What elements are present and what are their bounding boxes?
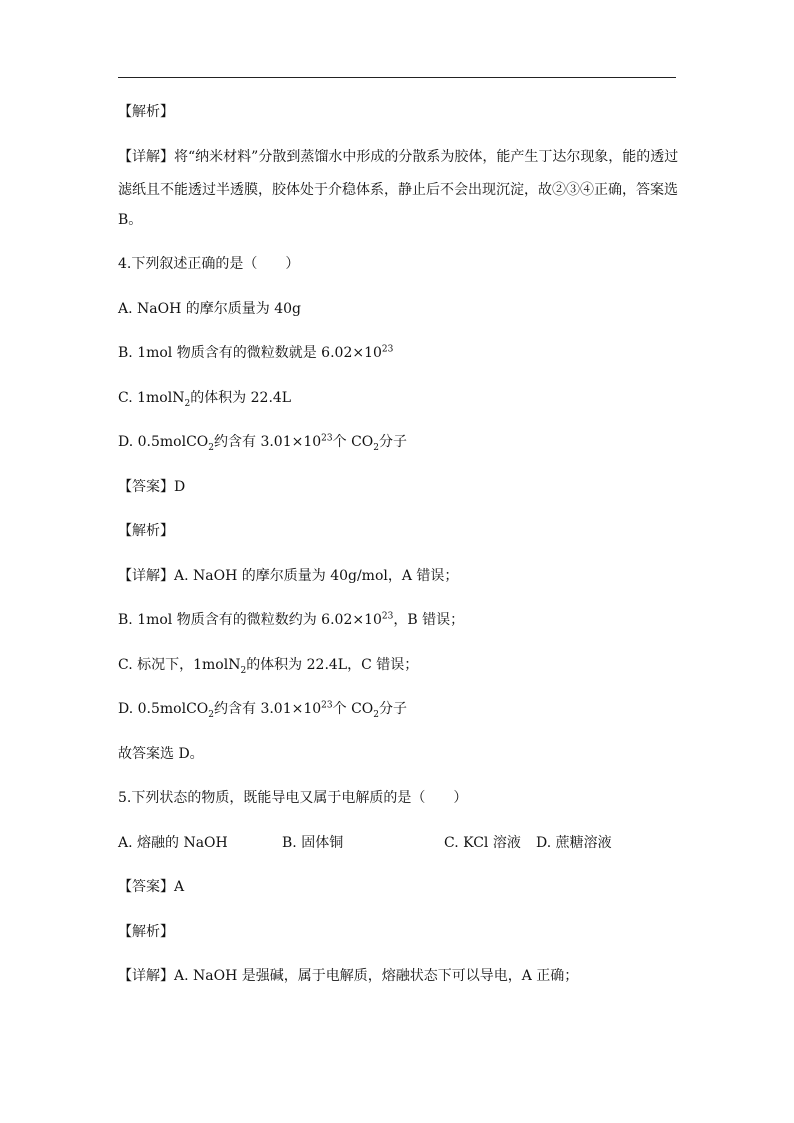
question-4-option-d <box>118 432 407 452</box>
text: 约含有 3.01×10 <box>214 701 322 717</box>
detail-line-1: 【详解】将“纳米材料”分散到蒸馏水中形成的分散系为胶体，能产生丁达尔现象，能的透过 <box>118 149 679 165</box>
text: ，B 错误； <box>393 612 465 628</box>
analysis-heading: 【解析】 <box>118 104 174 120</box>
text: 约含有 3.01×10 <box>214 434 322 450</box>
analysis-4-heading: 【解析】 <box>118 523 174 539</box>
detail-line-3: B。 <box>118 212 143 228</box>
text: D. 0.5molCO <box>118 434 209 450</box>
text: 个 CO <box>332 701 374 717</box>
text: D. 0.5molCO <box>118 701 209 717</box>
question-4: 4.下列叙述正确的是（ ） <box>118 256 300 272</box>
question-5-option-c: C. KCl 溶液 <box>444 835 521 851</box>
detail-4-c <box>118 655 418 675</box>
text: C. 标况下，1molN <box>118 657 241 673</box>
superscript: 23 <box>381 344 394 355</box>
answer-5: 【答案】A <box>118 879 185 895</box>
question-4-option-c <box>118 388 291 408</box>
subscript: 2 <box>184 398 191 409</box>
question-5-option-a: A. 熔融的 NaOH <box>118 835 228 851</box>
analysis-5-heading: 【解析】 <box>118 924 174 940</box>
answer-4: 【答案】D <box>118 479 186 495</box>
text: B. 1mol 物质含有的微粒数约为 6.02×10 <box>118 612 382 628</box>
text: 的体积为 22.4L，C 错误； <box>246 657 419 673</box>
question-5-option-d: D. 蔗糖溶液 <box>536 835 612 851</box>
superscript: 23 <box>321 433 333 444</box>
text: 的体积为 22.4L <box>190 390 292 406</box>
text: B. 1mol 物质含有的微粒数就是 6.02×10 <box>118 345 382 361</box>
text: 个 CO <box>332 434 374 450</box>
question-5-option-b: B. 固体铜 <box>282 835 344 851</box>
text: 分子 <box>379 434 407 450</box>
question-5: 5.下列状态的物质，既能导电又属于电解质的是（ ） <box>118 790 468 806</box>
question-5-options <box>118 833 678 853</box>
question-4-option-a: A. NaOH 的摩尔质量为 40g <box>118 301 301 317</box>
detail-4-d <box>118 699 407 719</box>
text: 分子 <box>379 701 407 717</box>
detail-5-a: 【详解】A. NaOH 是强碱，属于电解质，熔融状态下可以导电，A 正确； <box>118 968 579 984</box>
detail-4-b <box>118 610 464 630</box>
conclusion-4: 故答案选 D。 <box>118 746 204 762</box>
subscript: 2 <box>208 442 214 453</box>
superscript: 23 <box>381 611 394 622</box>
subscript: 2 <box>373 709 379 720</box>
subscript: 2 <box>373 442 379 453</box>
superscript: 23 <box>321 700 333 711</box>
detail-line-2: 滤纸且不能透过半透膜，胶体处于介稳体系，静止后不会出现沉淀，故②③④正确，答案选 <box>118 182 678 198</box>
detail-4-a: 【详解】A. NaOH 的摩尔质量为 40g/mol，A 错误； <box>118 568 459 584</box>
text: C. 1molN <box>118 390 185 406</box>
subscript: 2 <box>240 665 247 676</box>
question-4-option-b <box>118 343 393 363</box>
header-rule <box>118 77 676 78</box>
subscript: 2 <box>208 709 214 720</box>
